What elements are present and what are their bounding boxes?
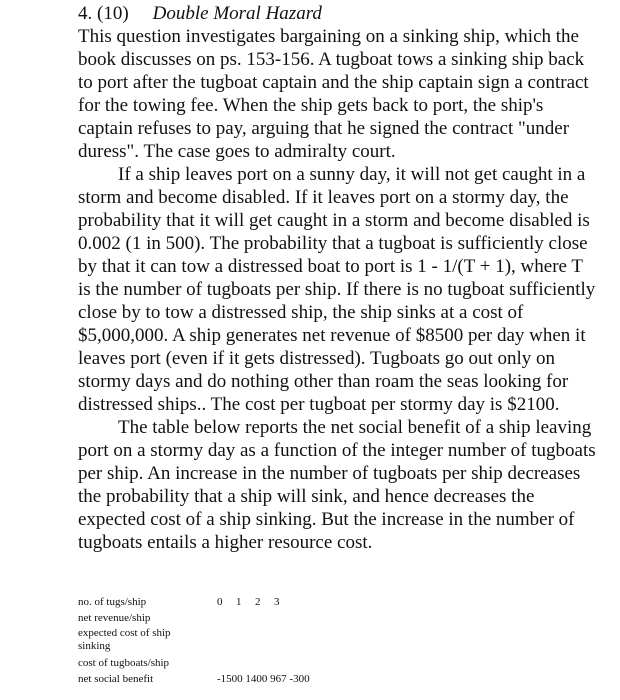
column-header: 2 xyxy=(255,596,261,608)
paragraph-intro: This question investigates bargaining on a sinking ship, which the book discusses on ps. 153-156. A tugboat tows a sinking ship back to port after the tugboat captain and the ship captain sign a contract for the towing fee. When the ship gets back to port, the ship's captain refuses to pay, arguing that he signed the contract "under duress". The case goes to admiralty court. xyxy=(78,26,589,162)
row-label: net revenue/ship xyxy=(78,612,151,624)
row-label: expected cost of ship sinking xyxy=(78,627,171,652)
table-header-row xyxy=(78,596,408,612)
table-row xyxy=(78,612,408,627)
benefit-table xyxy=(78,596,408,688)
column-header: 0 xyxy=(217,596,223,608)
table-row xyxy=(78,657,408,673)
question-body xyxy=(78,2,598,554)
paragraph-setup: If a ship leaves port on a sunny day, it will not get caught in a storm and become disabled. If it leaves port on a stormy day, the probability that it will get caught in a storm and become disabled is 0.002 (1 in 500). The probability that a tugboat is sufficiently close by that it can tow a distressed boat to port is 1 - 1/(T + 1), where T is the number of tugboats per ship. If there is no tugboat sufficiently close by to tow a distressed ship, the ship sinks at a cost of $5,000,000. A ship generates net revenue of $8500 per day when it leaves port (even if it gets distressed). Tugboats go out only on stormy days and do nothing other than roam the seas looking for distressed ships.. The cost per tugboat per stormy day is $2100. xyxy=(78,164,596,415)
row-values: -1500 1400 967 -300 xyxy=(217,673,310,685)
question-heading xyxy=(78,2,598,25)
row-label: net social benefit xyxy=(78,673,154,685)
paragraph-table-description: The table below reports the net social benefit of a ship leaving port on a stormy day as a function of the integer number of tugboats per ship. An increase in the number of tugboats per ship decreases the probability that a ship will sink, and hence decreases the expected cost of a ship sinking. But the increase in the number of tugboats entails a higher resource cost. xyxy=(78,417,596,553)
table-row xyxy=(78,627,408,657)
question-number: 4. (10) xyxy=(78,3,129,24)
table-row xyxy=(78,673,408,688)
table-header-values xyxy=(217,596,293,609)
question-title: Double Moral Hazard xyxy=(152,3,322,24)
table-header-label: no. of tugs/ship xyxy=(78,596,147,608)
column-header: 1 xyxy=(236,596,242,608)
row-label: cost of tugboats/ship xyxy=(78,657,170,669)
column-header: 3 xyxy=(274,596,280,608)
